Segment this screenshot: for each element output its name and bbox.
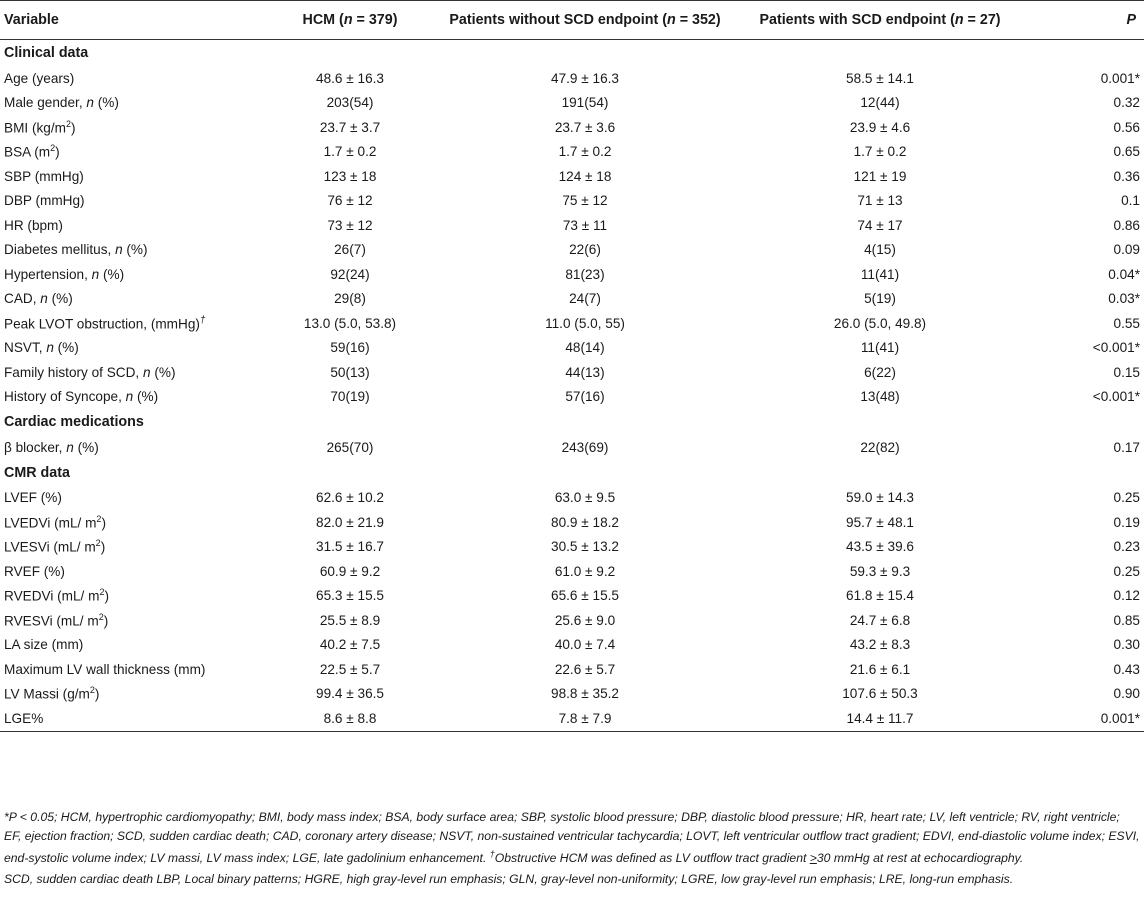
cell-p: 0.90 [1113, 686, 1140, 702]
cell-without-scd: 22.6 ± 5.7 [554, 661, 616, 677]
cell-without-scd: 44(13) [565, 364, 605, 380]
cell-without-scd: 1.7 ± 0.2 [558, 144, 612, 160]
section-header-row [0, 409, 1144, 435]
table-body [0, 40, 1144, 732]
cell-p: <0.001* [1092, 340, 1140, 356]
cell-hcm: 13.0 (5.0, 53.8) [303, 315, 397, 331]
cell-p: 0.09 [1113, 242, 1140, 258]
cell-hcm: 59(16) [330, 340, 370, 356]
table-header [0, 1, 1144, 40]
cell-variable: BSA $(m^2)$ [4, 143, 60, 161]
cell-with-scd: 11(41) [860, 340, 900, 356]
cell-hcm: 25.5 ± 8.9 [319, 612, 381, 628]
cell-without-scd: 75 ± 12 [562, 193, 608, 209]
cell-variable: LVESVi (mL/ $m^2$) [4, 538, 106, 556]
cell-without-scd: 22(6) [569, 242, 601, 258]
cell-hcm: 62.6 ± 10.2 [316, 490, 384, 506]
table-row [0, 385, 1144, 410]
cell-p: 0.32 [1113, 95, 1140, 111]
cell-p: 0.23 [1113, 539, 1140, 555]
cell-hcm: 265(70) [326, 439, 374, 455]
cell-without-scd: 243(69) [561, 439, 609, 455]
cell-without-scd: 7.8 ± 7.9 [440, 706, 730, 731]
table-row [0, 311, 1144, 336]
cell-variable: LGE% [0, 706, 260, 731]
cell-with-scd: 107.6 ± 50.3 [842, 686, 918, 702]
cell-with-scd: 24.7 ± 6.8 [849, 612, 911, 628]
cell-without-scd: 47.9 ± 16.3 [551, 70, 619, 86]
cell-with-scd: 11(41) [860, 266, 900, 282]
cell-without-scd: 57(16) [565, 389, 605, 405]
cell-p: 0.1 [1121, 193, 1140, 209]
cell-with-scd: 14.4 ± 11.7 [730, 706, 1030, 731]
cell-variable: Age (years) [4, 70, 75, 86]
section-header-row [0, 460, 1144, 486]
cell-without-scd: 23.7 ± 3.6 [554, 119, 616, 135]
cell-p: 0.15 [1113, 364, 1140, 380]
cell-p: 0.25 [1113, 490, 1140, 506]
section-title: Clinical data [4, 45, 89, 61]
cell-variable: BMI $(kg/m^2)$ [4, 118, 76, 136]
cell-hcm: 23.7 ± 3.7 [319, 119, 381, 135]
table-row [0, 238, 1144, 263]
cell-without-scd: 11.0 (5.0, 55) [545, 315, 625, 331]
cell-without-scd: 81(23) [565, 266, 605, 282]
cell-p: 0.001* [1100, 70, 1140, 86]
footnote-abbreviations: *P < 0.05; HCM, hypertrophic cardiomyopathy; BMI, body mass index; BSA, body surface area; SBP, systolic blood pressure; DBP, diastolic blood pressure; HR, heart rate; LV, left ventricle; RV, right ventricle; EF, ejection fraction; SCD, sudden cardiac death; CAD, coronary artery disease; NSVT, non-sustained ventricular tachycardia; LOVT, left ventricular outflow tract gradient; EDVI, end-diastolic volume index; ESVI, end-systolic volume index; LV massi, LV mass index; LGE, late gadolinium enhancement. †Obstructive HCM was defined as LV outflow tract gradient >30 mmHg at rest at echocardiography. [4, 810, 1140, 866]
cell-hcm: 70(19) [330, 389, 370, 405]
cell-p: 0.86 [1113, 217, 1140, 233]
cell-variable: LV Massi $(g/m^2)$ [4, 685, 100, 703]
cell-variable: Hypertension, n (%) [4, 266, 125, 282]
table-row [0, 435, 1144, 460]
cell-with-scd: 23.9 ± 4.6 [849, 119, 911, 135]
cell-without-scd: 48(14) [565, 340, 605, 356]
table-row [0, 584, 1144, 609]
cell-without-scd: 63.0 ± 9.5 [554, 490, 616, 506]
cell-with-scd: 12(44) [860, 95, 900, 111]
cell-variable: CAD, n (%) [4, 291, 73, 307]
cell-variable: Maximum LV wall thickness (mm) [4, 661, 206, 677]
cell-p: 0.25 [1113, 563, 1140, 579]
cell-without-scd: 124 ± 18 [558, 168, 612, 184]
cell-with-scd: 21.6 ± 6.1 [849, 661, 911, 677]
cell-variable: History of Syncope, n (%) [4, 389, 159, 405]
cell-with-scd: 59.3 ± 9.3 [849, 563, 911, 579]
cell-p: 0.19 [1113, 514, 1140, 530]
cell-p: <0.001* [1092, 389, 1140, 405]
cell-variable: Diabetes mellitus, n (%) [4, 242, 148, 258]
table-row [0, 657, 1144, 682]
cell-with-scd: 121 ± 19 [853, 168, 907, 184]
cell-with-scd: 43.2 ± 8.3 [849, 637, 911, 653]
cell-with-scd: 22(82) [860, 439, 900, 455]
table-row [0, 140, 1144, 165]
cell-variable: Male gender, n (%) [4, 95, 119, 111]
table-footnotes [4, 808, 1140, 888]
cell-hcm: 73 ± 12 [327, 217, 373, 233]
cell-p: 0.17 [1113, 439, 1140, 455]
cell-without-scd: 24(7) [569, 291, 601, 307]
cell-p: 0.85 [1113, 612, 1140, 628]
cell-with-scd: 1.7 ± 0.2 [853, 144, 907, 160]
cell-p: 0.36 [1113, 168, 1140, 184]
cell-without-scd: 25.6 ± 9.0 [554, 612, 616, 628]
table-row [0, 262, 1144, 287]
cell-with-scd: 6(22) [864, 364, 896, 380]
header-row [0, 1, 1144, 40]
footnote-texture-abbreviations: SCD, sudden cardiac death LBP, Local binary patterns; HGRE, high gray-level run emphasis; GLN, gray-level non-uniformity; LGRE, low gray-level run emphasis; LRE, long-run emphasis. [4, 871, 1014, 886]
cell-hcm: 29(8) [334, 291, 366, 307]
cell-variable: DBP (mmHg) [4, 193, 85, 209]
table-row [0, 336, 1144, 361]
table-row [0, 706, 1144, 731]
cell-p: 0.03* [1108, 291, 1140, 307]
section-header-row [0, 40, 1144, 67]
cell-hcm: 92(24) [330, 266, 370, 282]
header-p: P [1030, 1, 1144, 40]
table-row [0, 510, 1144, 535]
cell-hcm: 65.3 ± 15.5 [316, 588, 384, 604]
cell-variable: Family history of SCD, n (%) [4, 364, 176, 380]
cell-p: 0.55 [1113, 315, 1140, 331]
table-row [0, 115, 1144, 140]
table-row [0, 66, 1144, 91]
cell-with-scd: 4(15) [864, 242, 896, 258]
cell-hcm: 31.5 ± 16.7 [316, 539, 384, 555]
cell-without-scd: 98.8 ± 35.2 [551, 686, 619, 702]
cell-hcm: 76 ± 12 [327, 193, 373, 209]
cell-with-scd: 95.7 ± 48.1 [846, 514, 914, 530]
cell-with-scd: 43.5 ± 39.6 [846, 539, 914, 555]
cell-hcm: 1.7 ± 0.2 [323, 144, 377, 160]
cell-variable: Peak LVOT obstruction, (mmHg)† [4, 314, 206, 332]
table-row [0, 164, 1144, 189]
cell-with-scd: 71 ± 13 [857, 193, 903, 209]
table-row [0, 91, 1144, 116]
cell-without-scd: 61.0 ± 9.2 [554, 563, 616, 579]
table-row [0, 189, 1144, 214]
header-variable: Variable [0, 1, 260, 40]
cell-variable: LVEF (%) [4, 490, 62, 506]
cell-variable: HR (bpm) [4, 217, 63, 233]
table-row [0, 486, 1144, 511]
cell-hcm: 40.2 ± 7.5 [319, 637, 381, 653]
cell-with-scd: 5(19) [864, 291, 896, 307]
cell-hcm: 48.6 ± 16.3 [316, 70, 384, 86]
cell-p: 0.12 [1113, 588, 1140, 604]
cell-without-scd: 80.9 ± 18.2 [551, 514, 619, 530]
cell-variable: LA size (mm) [4, 637, 84, 653]
cell-hcm: 50(13) [330, 364, 370, 380]
cell-variable: RVEF (%) [4, 563, 65, 579]
cell-hcm: 22.5 ± 5.7 [319, 661, 381, 677]
cell-p: 0.04* [1108, 266, 1140, 282]
cell-with-scd: 26.0 (5.0, 49.8) [833, 315, 927, 331]
header-without-scd: Patients without SCD endpoint (n = 352) [440, 1, 730, 40]
cell-variable: RVESVi (mL/ $m^2$) [4, 611, 109, 629]
cell-p: 0.56 [1113, 119, 1140, 135]
cell-without-scd: 40.0 ± 7.4 [554, 637, 616, 653]
table-row [0, 633, 1144, 658]
cell-p: 0.001* [1030, 706, 1144, 731]
table-row [0, 608, 1144, 633]
table-row [0, 213, 1144, 238]
cell-without-scd: 191(54) [561, 95, 609, 111]
table-row [0, 559, 1144, 584]
cell-with-scd: 13(48) [860, 389, 900, 405]
table-row [0, 682, 1144, 707]
cell-p: 0.43 [1113, 661, 1140, 677]
table-row [0, 535, 1144, 560]
cell-without-scd: 73 ± 11 [562, 217, 608, 233]
header-hcm: HCM (n = 379) [260, 1, 440, 40]
cell-variable: SBP (mmHg) [4, 168, 84, 184]
cell-with-scd: 74 ± 17 [857, 217, 903, 233]
cell-hcm: 82.0 ± 21.9 [316, 514, 384, 530]
header-with-scd: Patients with SCD endpoint (n = 27) [730, 1, 1030, 40]
cell-without-scd: 30.5 ± 13.2 [551, 539, 619, 555]
section-title: CMR data [4, 464, 70, 481]
cell-variable: NSVT, n (%) [4, 340, 79, 356]
cell-variable: LVEDVi (mL/ $m^2$) [4, 513, 106, 531]
cell-with-scd: 59.0 ± 14.3 [846, 490, 914, 506]
cell-with-scd: 58.5 ± 14.1 [846, 70, 914, 86]
cell-variable: RVEDVi (mL/ $m^2$) [4, 587, 109, 605]
cell-variable: β blocker, n (%) [4, 439, 99, 455]
table-row [0, 287, 1144, 312]
cell-hcm: 8.6 ± 8.8 [260, 706, 440, 731]
cell-hcm: 99.4 ± 36.5 [316, 686, 384, 702]
cell-with-scd: 61.8 ± 15.4 [846, 588, 914, 604]
cell-hcm: 203(54) [326, 95, 374, 111]
cell-hcm: 60.9 ± 9.2 [319, 563, 381, 579]
cell-hcm: 123 ± 18 [323, 168, 377, 184]
cell-without-scd: 65.6 ± 15.5 [551, 588, 619, 604]
table-row [0, 360, 1144, 385]
cell-p: 0.30 [1113, 637, 1140, 653]
cell-hcm: 26(7) [334, 242, 366, 258]
section-title: Cardiac medications [4, 414, 144, 430]
cell-p: 0.65 [1113, 144, 1140, 160]
